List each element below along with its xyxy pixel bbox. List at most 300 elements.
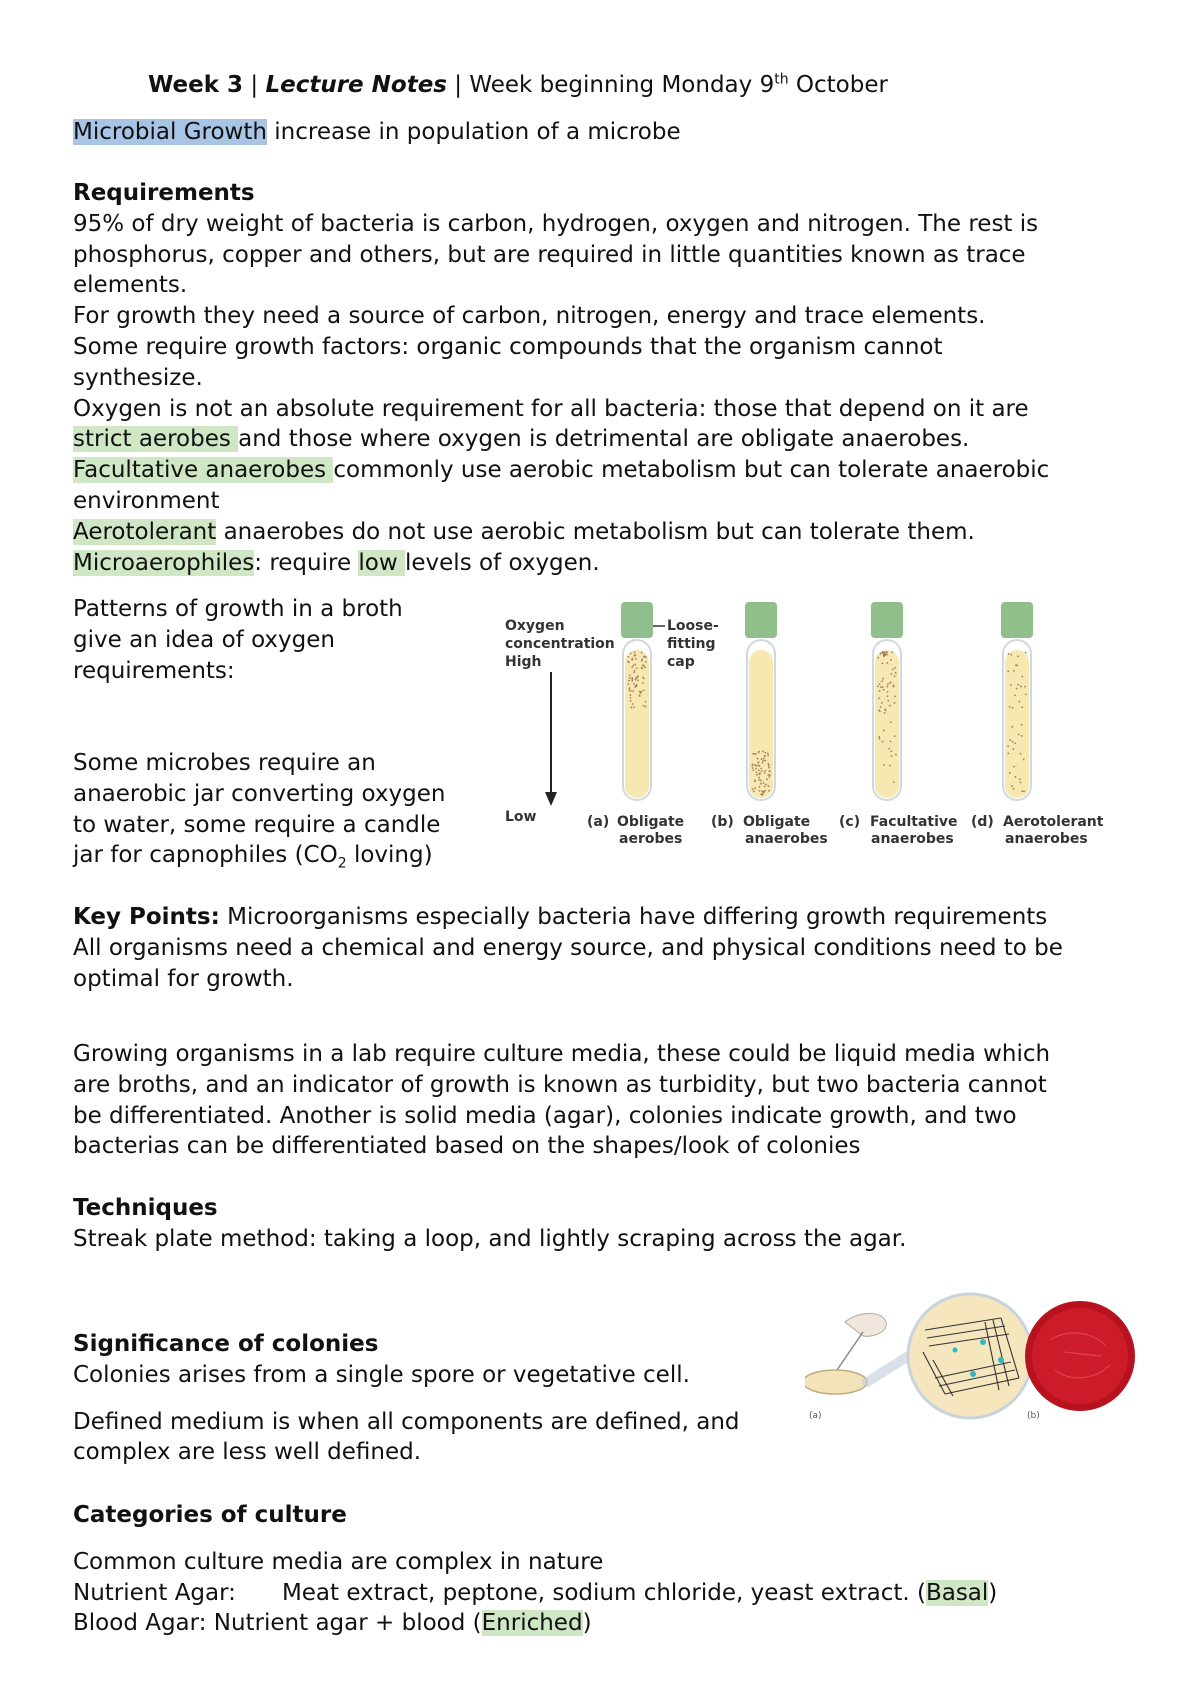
bacteria-dot	[764, 755, 766, 757]
bacteria-dot	[768, 785, 770, 787]
categories-section	[73, 1500, 1133, 1639]
bacteria-dot	[765, 784, 767, 786]
bacteria-dot	[1013, 766, 1015, 768]
bacteria-dot	[895, 754, 897, 756]
bacteria-dot	[767, 774, 769, 776]
facultative-anaerobes-term: Facultative anaerobes	[73, 457, 334, 484]
colonies-heading: Significance of colonies	[73, 1331, 379, 1357]
bacteria-dot	[1009, 739, 1011, 741]
bacteria-dot	[1010, 684, 1012, 686]
bacteria-dot	[762, 793, 764, 795]
bacteria-dot	[886, 651, 888, 653]
bacteria-dot	[888, 748, 890, 750]
bacteria-dot	[887, 700, 889, 702]
test-tube-broth	[625, 650, 649, 798]
lecture-notes-label: Lecture Notes	[265, 72, 447, 98]
test-tube-cap	[621, 602, 653, 638]
streak-plate-figure	[805, 1290, 1140, 1425]
bacteria-dot	[1016, 664, 1018, 666]
bacteria-dot	[894, 667, 896, 669]
bacteria-dot	[1014, 695, 1016, 697]
bacteria-dot	[760, 768, 762, 770]
hand-icon	[845, 1313, 886, 1336]
bacteria-dot	[641, 658, 643, 660]
cap-label: cap	[667, 654, 695, 670]
tube-name: aerobes	[619, 831, 683, 847]
media-text: be differentiated. Another is solid media (agar), colonies indicate growth, and two	[73, 1102, 1017, 1129]
figure-high-label: High	[505, 654, 542, 670]
bacteria-dot	[887, 695, 889, 697]
bacteria-dot	[890, 682, 892, 684]
bacteria-dot	[763, 782, 765, 784]
bacteria-dot	[1019, 778, 1021, 780]
bacteria-dot	[764, 772, 766, 774]
requirements-text: levels of oxygen.	[405, 549, 600, 576]
bacteria-dot	[1023, 759, 1025, 761]
bacteria-dot	[635, 679, 637, 681]
page-header	[148, 70, 1200, 101]
bacteria-dot	[628, 683, 630, 685]
bacteria-dot	[764, 770, 766, 772]
techniques-heading: Techniques	[73, 1195, 218, 1221]
bacteria-dot	[884, 712, 886, 714]
bacteria-dot	[645, 706, 647, 708]
intro-line	[73, 117, 1133, 148]
enriched-term: Enriched	[481, 1610, 583, 1637]
bacteria-dot	[764, 790, 766, 792]
bacteria-dot	[894, 735, 896, 737]
bacteria-dot	[890, 750, 892, 752]
bacteria-dot	[637, 680, 639, 682]
bacteria-dot	[1007, 670, 1009, 672]
bacteria-dot	[891, 755, 893, 757]
bacteria-dot	[633, 671, 635, 673]
bacteria-dot	[758, 751, 760, 753]
bacteria-dot	[886, 662, 888, 664]
colonies-text: Defined medium is when all components are defined, and	[73, 1408, 740, 1435]
key-points-text: All organisms need a chemical and energy source, and physical conditions need to be	[73, 934, 1063, 961]
figure-oxygen-label: Oxygen	[505, 618, 565, 634]
colonies-section	[73, 1329, 793, 1468]
bacteria-dot	[634, 664, 636, 666]
separator: |	[243, 72, 266, 98]
bacteria-dot	[631, 678, 633, 680]
bacteria-dot	[889, 765, 891, 767]
bacteria-dot	[1020, 753, 1022, 755]
requirements-text: anaerobes do not use aerobic metabolism but can tolerate them.	[216, 518, 975, 545]
bacteria-dot	[1007, 753, 1009, 755]
bacteria-dot	[643, 689, 645, 691]
bacteria-dot	[636, 685, 638, 687]
bacteria-dot	[645, 656, 647, 658]
bacteria-dot	[880, 706, 882, 708]
nutrient-agar-label: Nutrient Agar:	[73, 1579, 236, 1606]
bacteria-dot	[628, 680, 630, 682]
bacteria-dot	[641, 652, 643, 654]
bacteria-dot	[768, 776, 770, 778]
cap-label: Loose-	[667, 618, 719, 634]
bacteria-dot	[1018, 734, 1020, 736]
bacteria-dot	[767, 755, 769, 757]
bacteria-dot	[767, 763, 769, 765]
bacteria-dot	[752, 753, 754, 755]
bacteria-dot	[757, 764, 759, 766]
bacteria-dot	[894, 675, 896, 677]
separator: |	[446, 72, 470, 98]
strict-aerobes-term: strict aerobes	[73, 426, 239, 453]
bacteria-dot	[882, 686, 884, 688]
bacteria-dot	[632, 690, 634, 692]
bacteria-dot	[1024, 686, 1026, 688]
bacteria-dot	[753, 791, 755, 793]
bacteria-dot	[1025, 652, 1027, 654]
bacteria-dot	[759, 790, 761, 792]
bacteria-dot	[880, 686, 882, 688]
bacteria-dot	[1021, 706, 1023, 708]
bacteria-dot	[882, 741, 884, 743]
bacteria-dot	[762, 791, 764, 793]
bacteria-dot	[762, 760, 764, 762]
bacteria-dot	[632, 664, 634, 666]
inoculating-loop-icon	[837, 1332, 863, 1370]
bacteria-dot	[634, 670, 636, 672]
bacteria-dot	[1014, 742, 1016, 744]
requirements-text: : require	[254, 549, 359, 576]
requirements-text: commonly use aerobic metabolism but can tolerate anaerobic	[333, 457, 1050, 484]
bacteria-dot	[883, 764, 885, 766]
bacteria-dot	[894, 702, 896, 704]
bacteria-dot	[634, 655, 636, 657]
bacteria-dot	[882, 652, 884, 654]
bacteria-dot	[891, 651, 893, 653]
bacteria-dot	[759, 772, 761, 774]
bacteria-dot	[758, 779, 760, 781]
bacteria-dot	[882, 678, 884, 680]
bacteria-dot	[761, 770, 763, 772]
bacteria-dot	[885, 709, 887, 711]
bacteria-dot	[760, 793, 762, 795]
bacteria-dot	[883, 654, 885, 656]
media-paragraph	[73, 1039, 1133, 1162]
bacteria-dot	[1010, 654, 1012, 656]
bacteria-dot	[1016, 688, 1018, 690]
bacteria-dot	[763, 758, 765, 760]
bacteria-dot	[894, 695, 896, 697]
bacteria-dot	[642, 664, 644, 666]
bacteria-dot	[1009, 772, 1011, 774]
key-points-label: Key Points:	[73, 904, 220, 930]
bacteria-dot	[1021, 724, 1023, 726]
bacteria-dot	[756, 774, 758, 776]
figure-label-b: (b)	[1027, 1411, 1040, 1421]
oxygen-tubes-figure	[495, 600, 1115, 855]
bacteria-dot	[634, 652, 636, 654]
tube-name: anaerobes	[871, 831, 954, 847]
bacteria-dot	[878, 697, 880, 699]
bacteria-dot	[890, 721, 892, 723]
bacteria-dot	[1008, 653, 1010, 655]
bacteria-dot	[752, 769, 754, 771]
bacteria-dot	[1018, 701, 1020, 703]
colonies-text: Colonies arises from a single spore or vegetative cell.	[73, 1361, 690, 1388]
bacteria-dot	[752, 767, 754, 769]
tube-name: Facultative	[870, 814, 958, 830]
bacteria-dot	[762, 750, 764, 752]
bacteria-dot	[642, 682, 644, 684]
bacteria-dot	[629, 694, 631, 696]
microbial-growth-definition: increase in population of a microbe	[266, 119, 681, 145]
bacteria-dot	[1015, 776, 1017, 778]
bacteria-dot	[754, 780, 756, 782]
bacteria-dot	[887, 691, 889, 693]
bacteria-dot	[1007, 745, 1009, 747]
bacteria-dot	[641, 660, 643, 662]
test-tube-broth	[1005, 650, 1029, 798]
bacteria-dot	[890, 659, 892, 661]
bacteria-dot	[633, 707, 635, 709]
tube-name: Aerotolerant	[1003, 814, 1104, 830]
tube-letter: (c)	[839, 814, 861, 830]
aerotolerant-term: Aerotolerant	[73, 518, 217, 545]
bacteria-dot	[627, 656, 629, 658]
test-tube-cap	[871, 602, 903, 638]
bacteria-dot	[764, 752, 766, 754]
bacteria-dot	[1023, 791, 1025, 793]
bacteria-dot	[757, 762, 759, 764]
bacteria-dot	[641, 667, 643, 669]
tube-name: Obligate	[743, 814, 811, 830]
key-points-section	[73, 902, 1133, 994]
figure-low-label: Low	[505, 809, 537, 825]
bacteria-dot	[881, 662, 883, 664]
requirements-text: Oxygen is not an absolute requirement for all bacteria: those that depend on it are	[73, 395, 1029, 422]
bacteria-dot	[878, 710, 880, 712]
bacteria-dot	[1009, 706, 1011, 708]
colony-dot	[998, 1357, 1004, 1363]
bacteria-dot	[769, 774, 771, 776]
patterns-line: Patterns of growth in a broth	[73, 596, 403, 622]
bacteria-dot	[758, 777, 760, 779]
requirements-text: environment	[73, 487, 220, 514]
bacteria-dot	[764, 785, 766, 787]
bacteria-dot	[890, 673, 892, 675]
requirements-text: Some require growth factors: organic compounds that the organism cannot	[73, 333, 943, 360]
jar-line: loving)	[346, 842, 433, 869]
bacteria-dot	[893, 781, 895, 783]
bacteria-dot	[886, 686, 888, 688]
bacteria-dot	[1020, 782, 1022, 784]
bacteria-dot	[878, 736, 880, 738]
bacteria-dot	[631, 707, 633, 709]
tube-letter: (a)	[587, 814, 610, 830]
bacteria-dot	[635, 658, 637, 660]
bacteria-dot	[877, 686, 879, 688]
bacteria-dot	[881, 702, 883, 704]
bacteria-dot	[768, 790, 770, 792]
bacteria-dot	[758, 769, 760, 771]
key-points-text: optimal for growth.	[73, 965, 294, 992]
bacteria-dot	[631, 659, 633, 661]
bacteria-dot	[893, 686, 895, 688]
requirements-section	[73, 178, 1133, 578]
bacteria-dot	[1021, 676, 1023, 678]
bacteria-dot	[1017, 655, 1019, 657]
blood-agar-surface	[1032, 1308, 1128, 1404]
bacteria-dot	[762, 762, 764, 764]
bacteria-dot	[754, 764, 756, 766]
bacteria-dot	[887, 683, 889, 685]
categories-heading: Categories of culture	[73, 1502, 347, 1528]
bacteria-dot	[877, 657, 879, 659]
colonies-text: complex are less well defined.	[73, 1439, 422, 1466]
figure-concentration-label: concentration	[505, 636, 615, 652]
bacteria-dot	[631, 666, 633, 668]
bacteria-dot	[1013, 788, 1015, 790]
week-label: Week 3	[148, 72, 244, 98]
requirements-text: synthesize.	[73, 364, 203, 391]
bacteria-dot	[629, 687, 631, 689]
tube-name: anaerobes	[745, 831, 828, 847]
nutrient-agar-text: Meat extract, peptone, sodium chloride, yeast extract. (	[281, 1579, 926, 1606]
bacteria-dot	[766, 778, 768, 780]
microbial-growth-term: Microbial Growth	[73, 119, 267, 145]
bacteria-dot	[768, 767, 770, 769]
bacteria-dot	[760, 780, 762, 782]
bacteria-dot	[879, 738, 881, 740]
bacteria-dot	[883, 730, 885, 732]
bacteria-dot	[881, 680, 883, 682]
bacteria-dot	[644, 667, 646, 669]
tube-name: Obligate	[617, 814, 685, 830]
techniques-section	[73, 1193, 1133, 1255]
anaerobic-jar-text	[73, 748, 493, 871]
bacteria-dot	[883, 689, 885, 691]
patterns-line: requirements:	[73, 657, 235, 684]
subscript: 2	[337, 855, 347, 872]
tube-letter: (b)	[711, 814, 734, 830]
bacteria-dot	[885, 653, 887, 655]
paren-close: )	[582, 1610, 592, 1637]
cap-label: fitting	[667, 636, 716, 652]
bacteria-dot	[889, 705, 891, 707]
bacteria-dot	[1020, 686, 1022, 688]
requirements-text: 95% of dry weight of bacteria is carbon, hydrogen, oxygen and nitrogen. The rest is	[73, 210, 1039, 237]
bacteria-dot	[629, 674, 631, 676]
ordinal-suffix: th	[774, 71, 789, 88]
key-points-text: Microorganisms especially bacteria have differing growth requirements	[219, 904, 1048, 930]
requirements-heading: Requirements	[73, 180, 255, 206]
bacteria-dot	[1017, 684, 1019, 686]
jar-line: Some microbes require an	[73, 750, 376, 776]
techniques-text: Streak plate method: taking a loop, and lightly scraping across the agar.	[73, 1225, 907, 1252]
bacteria-dot	[1025, 694, 1027, 696]
bacteria-dot	[630, 700, 632, 702]
bacteria-dot	[759, 786, 761, 788]
requirements-text: For growth they need a source of carbon, nitrogen, energy and trace elements.	[73, 303, 986, 330]
bacteria-dot	[1021, 735, 1023, 737]
bacteria-dot	[635, 677, 637, 679]
tube-name: anaerobes	[1005, 831, 1088, 847]
petri-dish-small-icon	[805, 1370, 867, 1394]
bacteria-dot	[880, 653, 882, 655]
bacteria-dot	[629, 677, 631, 679]
media-text: Growing organisms in a lab require culture media, these could be liquid media which	[73, 1041, 1051, 1067]
test-tube-cap	[745, 602, 777, 638]
patterns-line: give an idea of oxygen	[73, 626, 335, 653]
bacteria-dot	[630, 690, 632, 692]
colony-dot	[980, 1339, 986, 1345]
week-beginning: Week beginning Monday 9	[469, 72, 775, 98]
bacteria-dot	[643, 678, 645, 680]
bacteria-dot	[630, 697, 632, 699]
bacteria-dot	[890, 741, 892, 743]
microaerophiles-term: Microaerophiles	[73, 549, 255, 576]
patterns-text	[73, 594, 493, 686]
bacteria-dot	[1011, 785, 1013, 787]
bacteria-dot	[645, 701, 647, 703]
bacteria-dot	[639, 694, 641, 696]
bacteria-dot	[639, 691, 641, 693]
bacteria-dot	[1011, 726, 1013, 728]
bacteria-dot	[883, 656, 885, 658]
jar-line: anaerobic jar converting oxygen	[73, 780, 446, 807]
bacteria-dot	[752, 764, 754, 766]
bacteria-dot	[630, 653, 632, 655]
bacteria-dot	[755, 768, 757, 770]
bacteria-dot	[879, 690, 881, 692]
bacteria-dot	[1012, 748, 1014, 750]
bacteria-dot	[761, 758, 763, 760]
bacteria-dot	[754, 787, 756, 789]
paren-close: )	[988, 1579, 998, 1606]
media-text: are broths, and an indicator of growth is known as turbidity, but two bacteria cannot	[73, 1071, 1047, 1098]
bacteria-dot	[895, 672, 897, 674]
figure-label-a: (a)	[809, 1411, 822, 1421]
colony-dot	[970, 1371, 976, 1377]
bacteria-dot	[643, 705, 645, 707]
arrow-head-icon	[545, 792, 557, 806]
jar-line: jar for capnophiles (CO	[73, 842, 338, 869]
bacteria-dot	[755, 753, 757, 755]
bacteria-dot	[760, 783, 762, 785]
bacteria-dot	[1013, 670, 1015, 672]
bacteria-dot	[632, 703, 634, 705]
bacteria-dot	[636, 667, 638, 669]
requirements-text: and those where oxygen is detrimental are obligate anaerobes.	[238, 426, 970, 453]
categories-text: Common culture media are complex in nature	[73, 1548, 604, 1575]
bacteria-dot	[631, 680, 633, 682]
blood-agar-text: Blood Agar: Nutrient agar + blood (	[73, 1610, 482, 1637]
media-text: bacterias can be differentiated based on the shapes/look of colonies	[73, 1133, 861, 1160]
jar-line: to water, some require a candle	[73, 811, 441, 838]
bacteria-dot	[752, 788, 754, 790]
bacteria-dot	[879, 683, 881, 685]
requirements-text: phosphorus, copper and others, but are required in little quantities known as trace	[73, 241, 1026, 268]
bacteria-dot	[633, 683, 635, 685]
bacteria-dot	[645, 661, 647, 663]
bacteria-dot	[1012, 741, 1014, 743]
bacteria-dot	[767, 753, 769, 755]
bacteria-dot	[627, 661, 629, 663]
colony-dot	[953, 1348, 958, 1353]
low-term: low	[358, 549, 405, 576]
bacteria-dot	[1021, 790, 1023, 792]
tube-letter: (d)	[971, 814, 994, 830]
bacteria-dot	[892, 668, 894, 670]
bacteria-dot	[764, 760, 766, 762]
bacteria-dot	[757, 758, 759, 760]
test-tube-cap	[1001, 602, 1033, 638]
